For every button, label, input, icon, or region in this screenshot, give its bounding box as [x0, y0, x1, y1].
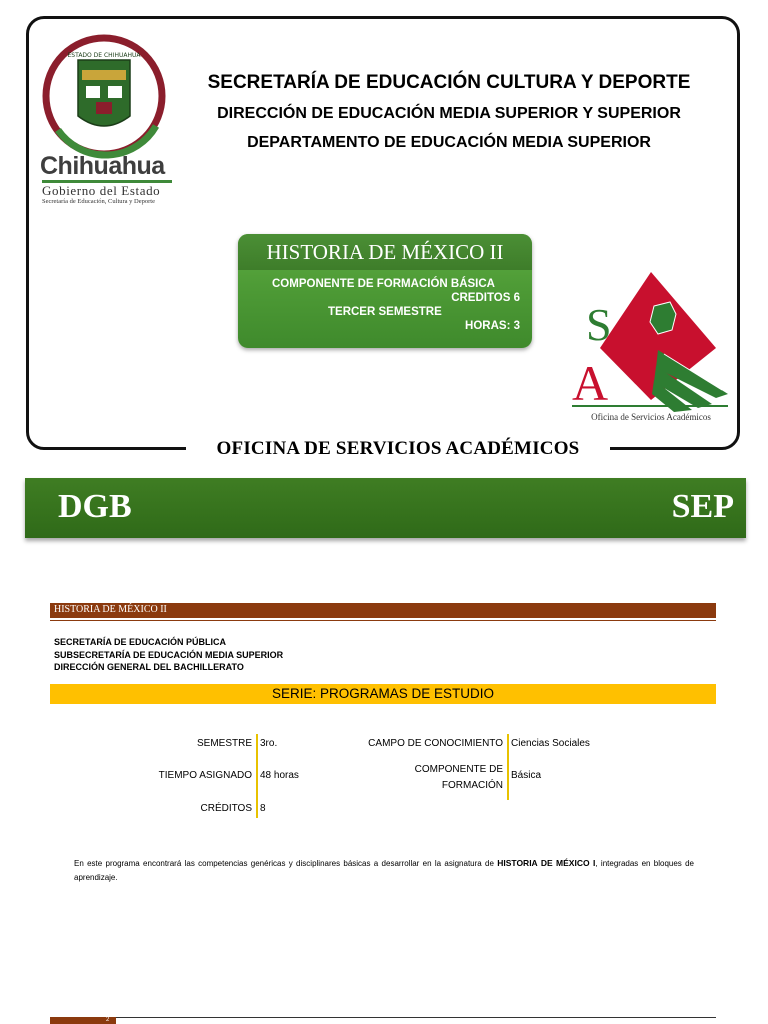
intro-subject-bold: HISTORIA DE MÉXICO I: [497, 858, 596, 868]
header-secretaria: SECRETARÍA DE EDUCACIÓN CULTURA Y DEPORTE: [207, 72, 691, 93]
tiempo-asignado-value: 48 horas: [260, 770, 299, 781]
semestre-label: SEMESTRE: [196, 738, 252, 749]
campo-conocimiento-label: CAMPO DE CONOCIMIENTO: [368, 738, 503, 749]
course-semestre: TERCER SEMESTRE: [328, 306, 442, 318]
subject-header-rule: [50, 620, 716, 621]
sa-letter-s: S: [586, 299, 612, 350]
servicios-academicos-logo: [566, 270, 736, 430]
chihuahua-wordmark: Chihuahua: [40, 152, 165, 180]
info-divider-left: [256, 734, 258, 818]
institution-subsecretaria: SUBSECRETARÍA DE EDUCACIÓN MEDIA SUPERIOR: [54, 650, 284, 660]
sa-letter-a: A: [572, 355, 609, 411]
componente-label-line-2: FORMACIÓN: [441, 780, 503, 791]
course-creditos: CREDITOS 6: [451, 292, 520, 304]
header-departamento: DEPARTAMENTO DE EDUCACIÓN MEDIA SUPERIOR: [247, 134, 651, 151]
series-title: SERIE: PROGRAMAS DE ESTUDIO: [271, 686, 495, 701]
office-heading: OFICINA DE SERVICIOS ACADÉMICOS: [216, 438, 580, 459]
footer-rule: [50, 1017, 716, 1018]
intro-paragraph: [74, 856, 694, 885]
gobierno-del-estado-text: Gobierno del Estado: [42, 183, 161, 198]
course-horas: HORAS: 3: [465, 320, 520, 332]
componente-formacion-label: [380, 762, 503, 794]
course-componente: COMPONENTE DE FORMACIÓN BÁSICA: [272, 278, 495, 290]
tiempo-asignado-label: TIEMPO ASIGNADO: [158, 770, 252, 781]
semestre-value: 3ro.: [260, 738, 278, 749]
info-divider-right: [507, 734, 509, 800]
seal-text: ESTADO DE CHIHUAHUA: [67, 52, 141, 59]
intro-text-after: , integradas en bloques de aprendizaje.: [74, 859, 695, 882]
intro-text-before: En este programa encontrará las competencias genéricas y disciplinares básicas a desarrollar en la asignatura de: [74, 859, 498, 868]
campo-conocimiento-value: Ciencias Sociales: [511, 738, 590, 749]
banner-dgb: DGB: [58, 488, 132, 525]
creditos-value: 8: [260, 803, 266, 814]
componente-label-line-1: COMPONENTE DE: [414, 764, 503, 775]
institution-dgb: DIRECCIÓN GENERAL DEL BACHILLERATO: [54, 662, 244, 672]
chihuahua-subtitle: Secretaría de Educación, Cultura y Deporte: [42, 198, 155, 205]
sa-logo-caption: Oficina de Servicios Académicos: [591, 412, 711, 422]
creditos-label: CRÉDITOS: [200, 803, 252, 814]
componente-formacion-value: Básica: [511, 770, 542, 781]
subject-header-label: HISTORIA DE MÉXICO II: [54, 604, 167, 615]
header-direccion: DIRECCIÓN DE EDUCACIÓN MEDIA SUPERIOR Y SUPERIOR: [217, 105, 681, 122]
dgb-sep-banner: [25, 478, 746, 538]
course-title: HISTORIA DE MÉXICO II: [266, 240, 504, 264]
institution-sep: SECRETARÍA DE EDUCACIÓN PÚBLICA: [54, 637, 227, 647]
page-number: 2: [106, 1017, 110, 1023]
banner-sep: SEP: [671, 488, 734, 525]
